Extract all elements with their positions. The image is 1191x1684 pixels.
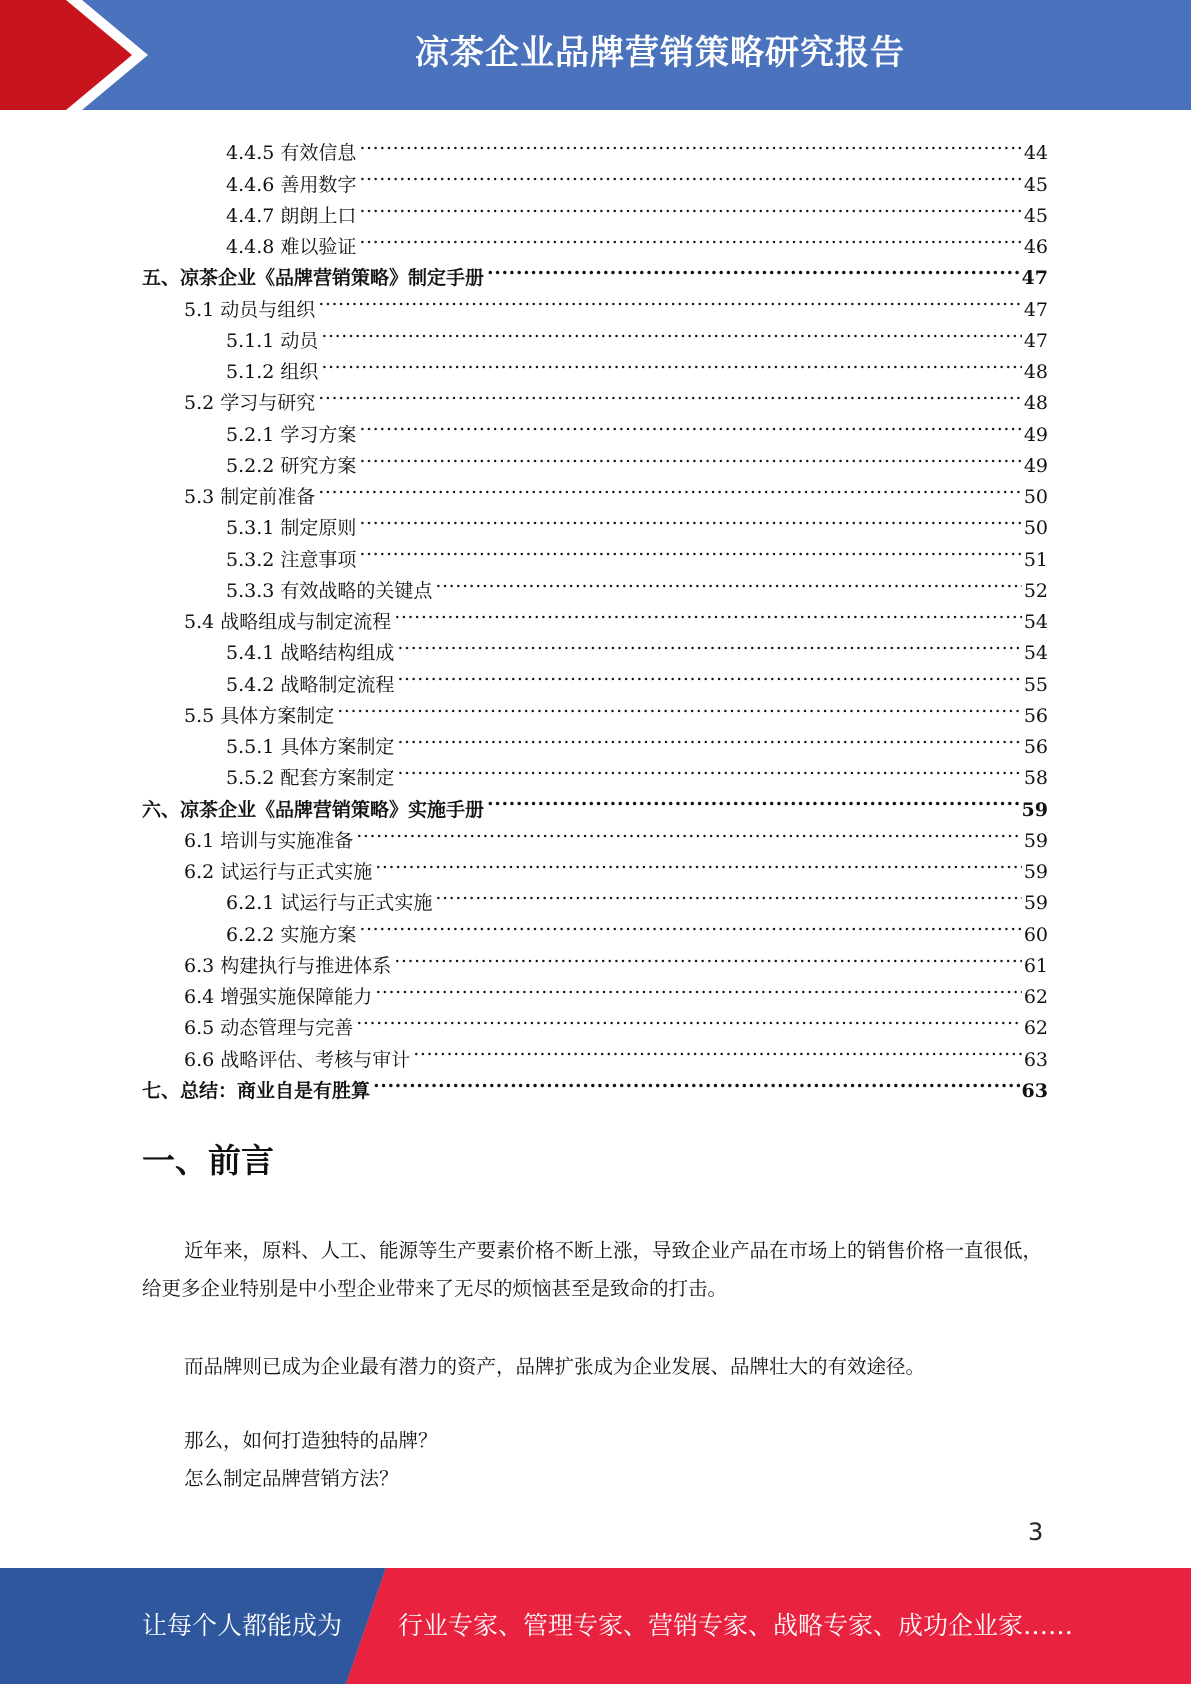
footer-slogan-left: 让每个人都能成为 [142,1611,343,1640]
toc-entry-page: 50 [1023,486,1048,508]
toc-entry-page: 44 [1023,142,1048,165]
toc-leader-dots [359,909,1021,940]
toc-leader-dots [394,941,1022,972]
toc-entry[interactable] [142,128,1048,165]
toc-entry-page: 52 [1023,579,1048,602]
toc-entry-label: 4.4.7 朗朗上口 [226,204,357,227]
toc-entry-page: 63 [1023,1048,1048,1071]
toc-leader-dots [359,534,1021,565]
document-title: 凉茶企业品牌营销策略研究报告 [415,33,905,73]
toc-entry-label: 6.3 构建执行与推进体系 [184,954,392,977]
section-heading: 一、前言 [142,1141,274,1180]
toc-entry-label: 4.4.8 难以验证 [226,236,357,258]
toc-entry-page: 56 [1023,736,1048,758]
toc-leader-dots [435,566,1021,597]
toc-leader-dots [359,222,1021,253]
toc-entry-label: 七、总结：商业自是有胜算 [142,1079,371,1102]
toc-entry-page: 63 [1021,1079,1048,1102]
toc-entry-page: 47 [1023,329,1048,352]
toc-entry-label: 5.4.1 战略结构组成 [226,642,395,665]
toc-entry-page: 59 [1023,829,1048,852]
toc-leader-dots [397,722,1021,753]
toc-entry-page: 54 [1023,642,1048,665]
toc-leader-dots [318,472,1022,503]
footer-slogan-right: 行业专家、管理专家、营销专家、战略专家、成功企业家…… [398,1611,1074,1640]
toc-entry-label: 5.5.2 配套方案制定 [226,767,395,790]
toc-entry-label: 6.2.2 实施方案 [226,923,357,946]
toc-entry-label: 5.3.2 注意事项 [226,548,357,571]
toc-entry-label: 5.1 动员与组织 [184,298,316,321]
page-footer [0,1568,1191,1684]
toc-entry-page: 48 [1023,392,1048,415]
toc-entry-label: 5.4.2 战略制定流程 [226,673,395,696]
toc-entry-page: 47 [1021,267,1048,290]
paragraph: 近年来，原料、人工、能源等生产要素价格不断上涨，导致企业产品在市场上的销售价格一直很低，给更多企业特别是中小型企业带来了无尽的烦恼甚至是致命的打击。 [142,1239,1043,1300]
toc-entry-label: 5.3.3 有效战略的关键点 [226,579,433,602]
toc-entry-page: 56 [1023,704,1048,727]
toc-leader-dots [413,1034,1022,1065]
toc-leader-dots [375,972,1022,1003]
toc-leader-dots [359,441,1021,472]
toc-entry-label: 5.5 具体方案制定 [184,704,335,727]
page-header [0,0,1191,110]
toc-leader-dots [487,253,1020,284]
toc-entry-label: 5.2.1 学习方案 [226,423,357,446]
toc-entry-label: 5.1.1 动员 [226,329,319,352]
toc-entry-page: 59 [1021,798,1048,821]
toc-entry-label: 5.3 制定前准备 [184,486,316,508]
toc-leader-dots [321,316,1021,347]
toc-entry-page: 59 [1023,861,1048,883]
toc-entry-label: 6.5 动态管理与完善 [184,1017,354,1040]
toc-entry-page: 45 [1023,173,1048,196]
toc-leader-dots [487,784,1020,815]
toc-entry-page: 48 [1023,361,1048,383]
header-arrow-decoration [0,0,160,110]
toc-leader-dots [397,753,1021,784]
toc-leader-dots [394,597,1022,628]
toc-entry-page: 58 [1023,767,1048,790]
toc-entry-label: 五、凉茶企业《品牌营销策略》制定手册 [142,267,485,290]
page-number: 3 [1028,1518,1044,1546]
toc-entry-label: 6.4 增强实施保障能力 [184,986,373,1008]
toc-entry-page: 46 [1023,236,1048,258]
toc-leader-dots [318,284,1022,315]
toc-entry-label: 4.4.6 善用数字 [226,173,357,196]
toc-entry-page: 60 [1023,923,1048,946]
toc-leader-dots [359,128,1021,159]
paragraph: 而品牌则已成为企业最有潜力的资产，品牌扩张成为企业发展、品牌壮大的有效途径。 [184,1355,926,1378]
toc-leader-dots [337,691,1022,722]
toc-leader-dots [356,816,1022,847]
toc-entry-label: 5.1.2 组织 [226,361,319,383]
toc-entry-label: 6.1 培训与实施准备 [184,829,354,852]
toc-entry-label: 6.6 战略评估、考核与审计 [184,1048,411,1071]
toc-entry-page: 62 [1023,986,1048,1008]
toc-entry-page: 49 [1023,454,1048,477]
table-of-contents [142,128,1048,1102]
toc-leader-dots [397,659,1021,690]
toc-leader-dots [359,191,1021,222]
toc-entry-label: 5.2 学习与研究 [184,392,316,415]
toc-leader-dots [359,503,1021,534]
toc-entry-label: 5.4 战略组成与制定流程 [184,611,392,633]
toc-entry-page: 55 [1023,673,1048,696]
toc-leader-dots [375,847,1022,878]
toc-entry-label: 5.3.1 制定原则 [226,517,357,540]
toc-entry-page: 49 [1023,423,1048,446]
toc-entry-page: 61 [1023,954,1048,977]
toc-leader-dots [373,1066,1020,1097]
toc-leader-dots [359,409,1021,440]
paragraph: 那么，如何打造独特的品牌？ [184,1429,438,1452]
paragraph: 怎么制定品牌营销方法？ [184,1467,399,1490]
toc-entry-label: 5.2.2 研究方案 [226,454,357,477]
toc-entry-page: 54 [1023,611,1048,633]
toc-leader-dots [397,628,1021,659]
toc-leader-dots [435,878,1021,909]
toc-entry-label: 6.2.1 试运行与正式实施 [226,892,433,915]
toc-leader-dots [318,378,1022,409]
toc-leader-dots [356,1003,1022,1034]
toc-entry-label: 4.4.5 有效信息 [226,142,357,165]
toc-entry-page: 59 [1023,892,1048,915]
toc-entry-label: 6.2 试运行与正式实施 [184,861,373,883]
toc-entry-page: 51 [1023,548,1048,571]
toc-entry-page: 62 [1023,1017,1048,1040]
toc-entry-page: 47 [1023,298,1048,321]
toc-leader-dots [359,159,1021,190]
toc-entry-page: 45 [1023,204,1048,227]
toc-entry-page: 50 [1023,517,1048,540]
toc-entry-label: 5.5.1 具体方案制定 [226,736,395,758]
toc-entry-label: 六、凉茶企业《品牌营销策略》实施手册 [142,798,485,821]
toc-leader-dots [321,347,1021,378]
